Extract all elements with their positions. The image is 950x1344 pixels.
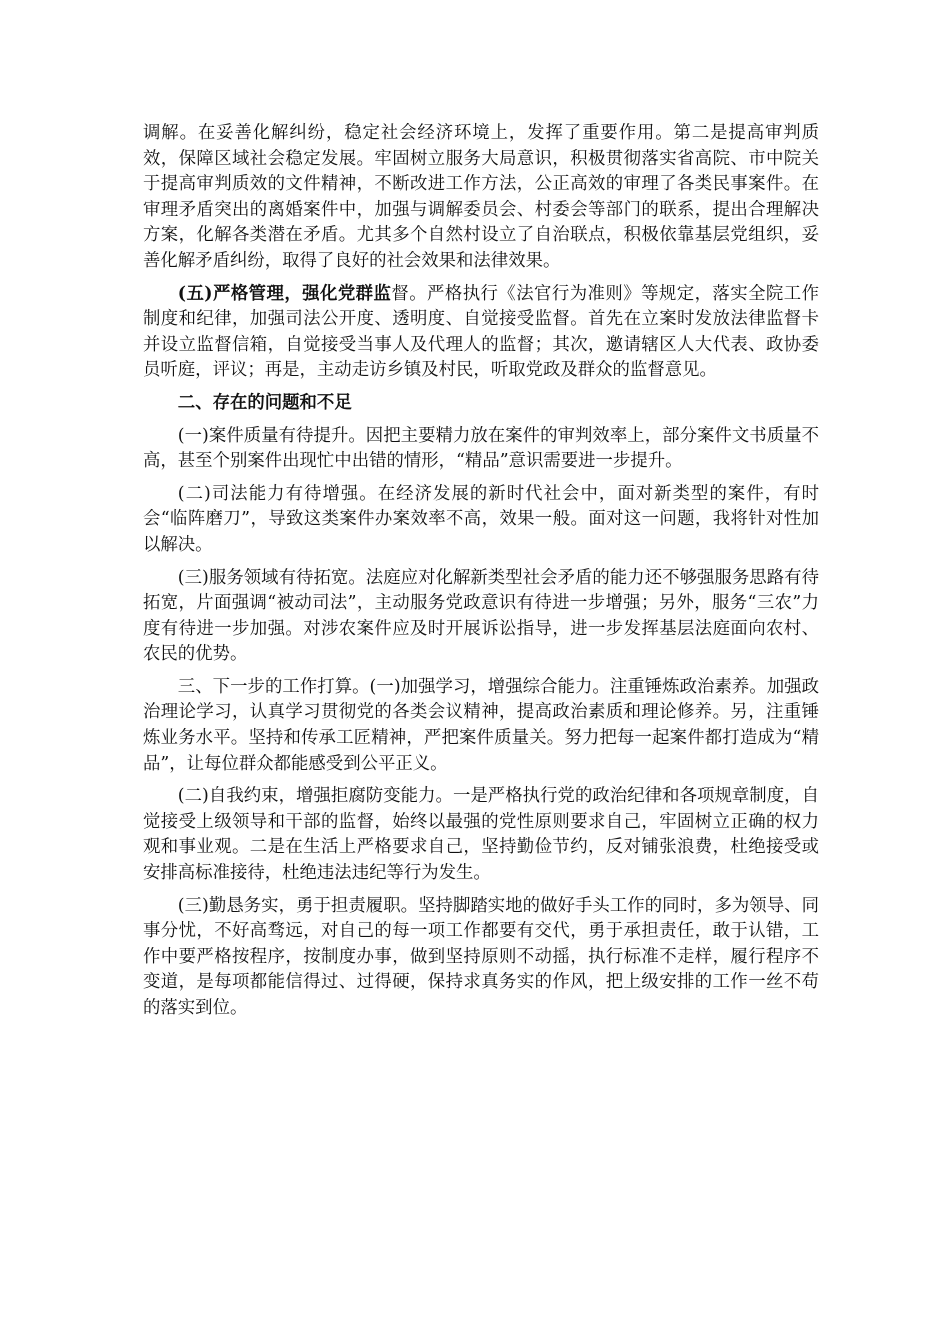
paragraph-diligence — [143, 894, 819, 1022]
paragraph-case-quality — [143, 424, 819, 475]
paragraph-continuation — [143, 121, 819, 275]
paragraph-self-discipline — [143, 784, 819, 886]
document-page — [143, 121, 819, 1029]
paragraph-text: 三、下一步的工作打算。(一)加强学习，增强综合能力。注重锤炼政治素养。加强政治理论学习，认真学习贯彻党的各类会议精神，提高政治素质和理论修养。另，注重锤炼业务水平。坚持和传承工匠精神，严把案件质量关。努力把每一起案件都打造成为“精品”，让每位群众都能感受到公平正义。 — [143, 676, 819, 774]
paragraph-text: (一)案件质量有待提升。因把主要精力放在案件的审判效率上，部分案件文书质量不高，甚至个别案件出现忙中出错的情形，“精品”意识需要进一步提升。 — [143, 425, 819, 472]
paragraph-text: 督。严格执行《法官行为准则》等规定，落实全院工作制度和纪律，加强司法公开度、透明度、自觉接受监督。首先在立案时发放法律监督卡并设立监督信箱，自觉接受当事人及代理人的监督；其次，邀请辖区人大代表、政协委员听庭，评议；再是，主动走访乡镇及村民，听取党政及群众的监督意见。 — [143, 283, 819, 381]
paragraph-text: (三)勤恳务实，勇于担责履职。坚持脚踏实地的做好手头工作的同时，多为领导、同事分忧，不好高骛远，对自己的每一项工作都要有交代，勇于承担责任，敢于认错，工作中要严格按程序，按制度办事，做到坚持原则不动摇，执行标准不走样，履行程序不变道，是每项都能信得过、过得硬，保持求真务实的作风，把上级安排的工作一丝不苟的落实到位。 — [143, 895, 819, 1018]
paragraph-service-area — [143, 566, 819, 668]
paragraph-text: (二)司法能力有待增强。在经济发展的新时代社会中，面对新类型的案件，有时会“临阵磨刀”，导致这类案件办案效率不高，效果一般。面对这一问题，我将针对性加以解决。 — [143, 483, 819, 555]
paragraph-lead-bold: (五)严格管理，强化党群监 — [177, 283, 392, 304]
paragraph-text: (三)服务领域有待拓宽。法庭应对化解新类型社会矛盾的能力还不够强服务思路有待拓宽，片面强调“被动司法”，主动服务党政意识有待进一步增强；另外，服务“三农”力度有待进一步加强。对涉农案件应及时开展诉讼指导，进一步发挥基层法庭面向农村、农民的优势。 — [143, 567, 819, 665]
paragraph-supervision — [143, 282, 819, 384]
paragraph-text: (二)自我约束，增强拒腐防变能力。一是严格执行党的政治纪律和各项规章制度，自觉接受上级领导和干部的监督，始终以最强的党性原则要求自己，牢固树立正确的权力观和事业观。二是在生活上严格要求自己，坚持勤俭节约，反对铺张浪费，杜绝接受或安排高标准接待，杜绝违法违纪等行为发生。 — [143, 786, 819, 884]
heading-text: 二、存在的问题和不足 — [177, 392, 352, 413]
section-heading-problems — [143, 391, 819, 417]
paragraph-judicial-ability — [143, 482, 819, 559]
paragraph-text: 调解。在妥善化解纠纷，稳定社会经济环境上，发挥了重要作用。第二是提高审判质效，保障区域社会稳定发展。牢固树立服务大局意识，积极贯彻落实省高院、市中院关于提高审判质效的文件精神，不断改进工作方法，公正高效的审理了各类民事案件。在审理矛盾突出的离婚案件中，加强与调解委员会、村委会等部门的联系，提出合理解决方案，化解各类潜在矛盾。尤其多个自然村设立了自治联点，积极依靠基层党组织，妥善化解矛盾纠纷，取得了良好的社会效果和法律效果。 — [143, 123, 819, 271]
paragraph-next-steps — [143, 675, 819, 777]
